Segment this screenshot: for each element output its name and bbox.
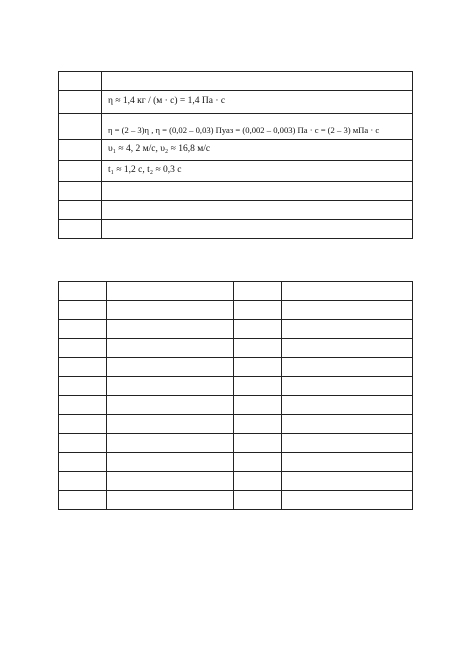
answers-table (58, 71, 413, 239)
table-cell (59, 320, 107, 339)
table-row (59, 201, 413, 220)
table-row (59, 182, 413, 201)
table-row (59, 320, 413, 339)
table-cell (107, 396, 234, 415)
table-row (59, 282, 413, 301)
table-cell (107, 491, 234, 510)
row-label (59, 220, 102, 239)
table-row (59, 161, 413, 182)
table-row (59, 453, 413, 472)
table-cell (59, 453, 107, 472)
table-row (59, 339, 413, 358)
row-content (102, 72, 413, 91)
row-label (59, 161, 102, 182)
row-content (102, 182, 413, 201)
table-cell (282, 358, 413, 377)
table-row (59, 140, 413, 161)
row-label (59, 72, 102, 91)
table-cell (234, 320, 282, 339)
table-cell (107, 358, 234, 377)
row-content: υ₁ ≈ 4, 2 м/с, υ₂ ≈ 16,8 м/с (102, 140, 413, 161)
table-cell (234, 453, 282, 472)
table-row (59, 434, 413, 453)
row-label (59, 140, 102, 161)
row-label (59, 91, 102, 114)
table-cell (234, 301, 282, 320)
table-cell (107, 282, 234, 301)
table-cell (234, 377, 282, 396)
table-cell (107, 301, 234, 320)
table-cell (282, 491, 413, 510)
row-label (59, 114, 102, 140)
table-cell (282, 453, 413, 472)
table-row (59, 114, 413, 140)
table-cell (107, 453, 234, 472)
row-label (59, 182, 102, 201)
table-row (59, 358, 413, 377)
row-content: η ≈ 1,4 кг / (м · с) = 1,4 Па · с (102, 91, 413, 114)
row-label (59, 201, 102, 220)
table-cell (282, 415, 413, 434)
table-row (59, 472, 413, 491)
table-row (59, 91, 413, 114)
table-cell (59, 339, 107, 358)
table-cell (234, 339, 282, 358)
table-row (59, 415, 413, 434)
table-cell (282, 339, 413, 358)
table-cell (234, 358, 282, 377)
table-cell (107, 415, 234, 434)
empty-grid-table (58, 281, 413, 510)
table-cell (107, 472, 234, 491)
table-cell (282, 320, 413, 339)
table-cell (59, 491, 107, 510)
table-row (59, 377, 413, 396)
table-row (59, 396, 413, 415)
table-cell (59, 415, 107, 434)
table-row (59, 301, 413, 320)
table-cell (234, 415, 282, 434)
table-cell (59, 472, 107, 491)
table-cell (59, 396, 107, 415)
table-cell (59, 377, 107, 396)
table-cell (107, 339, 234, 358)
table-cell (59, 301, 107, 320)
table-cell (282, 472, 413, 491)
row-content: t₁ ≈ 1,2 с, t₂ ≈ 0,3 с (102, 161, 413, 182)
table-row (59, 220, 413, 239)
row-content (102, 201, 413, 220)
table-cell (282, 396, 413, 415)
table-cell (107, 377, 234, 396)
table-cell (234, 491, 282, 510)
table-cell (59, 434, 107, 453)
table-cell (59, 358, 107, 377)
table-cell (107, 434, 234, 453)
table-cell (59, 282, 107, 301)
table-row (59, 491, 413, 510)
table-cell (282, 301, 413, 320)
table-cell (107, 320, 234, 339)
row-content (102, 220, 413, 239)
table-cell (282, 377, 413, 396)
table-row (59, 72, 413, 91)
table-cell (234, 396, 282, 415)
table-cell (234, 282, 282, 301)
grid-body (59, 282, 413, 510)
table-cell (234, 472, 282, 491)
row-content: η = (2 – 3)η , η = (0,02 – 0,03) Пуаз = (0,002 – 0,003) Па · с = (2 – 3) мПа · с (102, 114, 413, 140)
table-cell (282, 434, 413, 453)
table-cell (234, 434, 282, 453)
table-cell (282, 282, 413, 301)
